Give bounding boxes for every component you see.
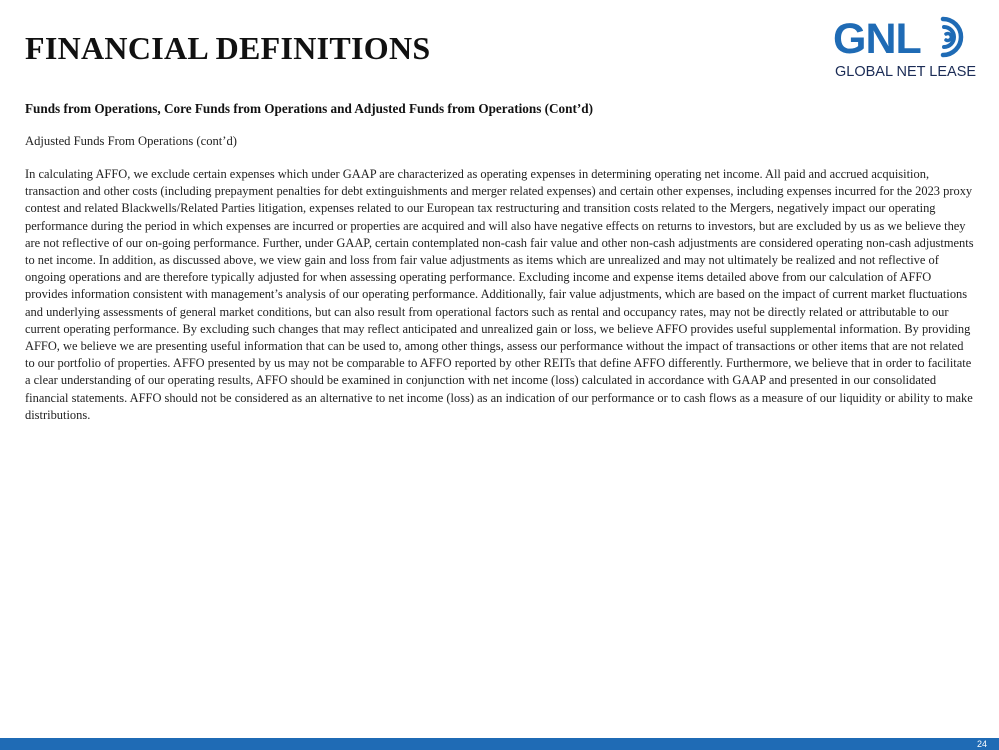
page-title: FINANCIAL DEFINITIONS: [25, 30, 431, 66]
logo-mark: [833, 14, 978, 64]
company-logo: [833, 14, 978, 82]
subheading: Adjusted Funds From Operations (cont’d): [25, 134, 237, 148]
page-number: 24: [976, 739, 987, 749]
gnl-swoosh-icon: [933, 15, 975, 59]
logo-letters: GNL: [833, 15, 921, 63]
section-heading: Funds from Operations, Core Funds from Operations and Adjusted Funds from Operations (Cont’d): [25, 101, 593, 116]
body-paragraph: In calculating AFFO, we exclude certain expenses which under GAAP are characterized as operating expenses in determining operating net income. All paid and accrued acquisition, transaction and other costs (including prepayment penalties for debt extinguishments and merger related expenses) and certain other expenses, including expenses incurred for the 2023 proxy contest and related Blackwells/Related Parties litigation, expenses related to our European tax restructuring and transition costs related to the Mergers, negatively impact our operating performance during the period in which expenses are incurred or properties are acquired and will also have negative effects on returns to investors, but are excluded by us as we believe they are not reflective of our on-going performance. Further, under GAAP, certain contemplated non-cash fair value and other non-cash adjustments are considered operating non-cash adjustments to net income. In addition, as discussed above, we view gain and loss from fair value adjustments as items which are unrealized and may not ultimately be realized and not reflective of ongoing operations and are therefore typically adjusted for when assessing operating performance. Excluding income and expense items detailed above from our calculation of AFFO provides information consistent with management’s analysis of our operating performance. Additionally, fair value adjustments, which are based on the impact of current market fluctuations and underlying assessments of general market conditions, but can also result from operational factors such as rental and occupancy rates, may not be directly related or attributable to our current operating performance. By excluding such changes that may reflect anticipated and unrealized gain or loss, we believe AFFO provides useful supplemental information. By providing AFFO, we believe we are presenting useful information that can be used to, among other things, assess our performance without the impact of transactions or other items that are not related to our portfolio of properties. AFFO presented by us may not be comparable to AFFO reported by other REITs that define AFFO differently. Furthermore, we believe that in order to facilitate a clear understanding of our operating results, AFFO should be examined in conjunction with net income (loss) calculated in accordance with GAAP and presented in our consolidated financial statements. AFFO should not be considered as an alternative to net income (loss) as an indication of our performance or to cash flows as a measure of our liquidity or ability to make distributions.: [25, 167, 974, 422]
logo-tagline: GLOBAL NET LEASE: [835, 64, 977, 80]
footer-bar: [0, 738, 999, 750]
